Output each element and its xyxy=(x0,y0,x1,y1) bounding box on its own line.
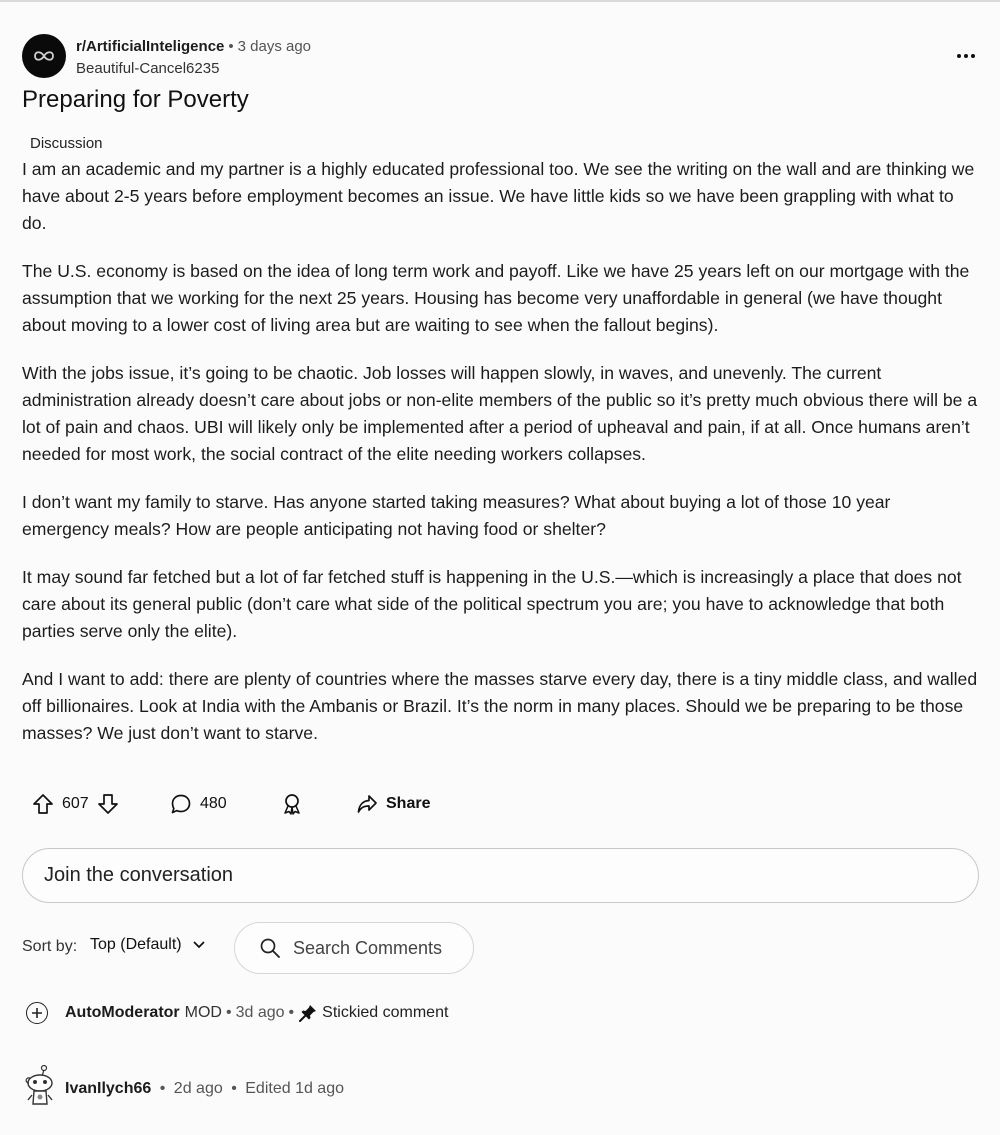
separator-dot: • xyxy=(231,1080,237,1097)
award-button[interactable] xyxy=(280,788,304,820)
post-author[interactable]: Beautiful-Cancel6235 xyxy=(76,60,220,77)
post-body xyxy=(22,156,982,768)
comment-sort-bar xyxy=(22,922,622,972)
comment-author[interactable]: IvanIlych66 xyxy=(65,1080,152,1097)
vote-count: 607 xyxy=(62,795,89,812)
comment-time: 2d ago xyxy=(173,1080,223,1097)
post-paragraph: It may sound far fetched but a lot of far fetched stuff is happening in the U.S.—which is increasingly a place that does not care about its general public (don’t care what side of the political spectrum you are; you have to acknowledge that both parties serve only the elite). xyxy=(22,567,962,641)
post-paragraph: And I want to add: there are plenty of countries where the masses starve every day, there is a tiny middle class, and walled off billionaires. Look at India with the Ambanis or Brazil. It’s the norm in many places. Should we be preparing to be those masses? We just don’t want to starve. xyxy=(22,669,978,743)
more-options-button[interactable] xyxy=(954,44,978,68)
comment-count: 480 xyxy=(200,795,227,812)
more-dot-icon xyxy=(971,54,975,58)
expand-comment-button[interactable] xyxy=(26,1002,48,1024)
share-arrow-icon xyxy=(356,793,378,815)
sort-label: Sort by: xyxy=(22,938,78,955)
post-actions xyxy=(22,788,522,820)
comment-item xyxy=(22,1064,922,1104)
post-paragraph: I don’t want my family to starve. Has anyone started taking measures? What about buying a lot of those 10 year emergency meals? How are people anticipating not having food or shelter? xyxy=(22,492,891,539)
more-dot-icon xyxy=(964,54,968,58)
separator-dot: • xyxy=(225,1004,232,1021)
edited-label: Edited 1d ago xyxy=(245,1080,344,1097)
infinity-icon xyxy=(32,49,56,63)
award-icon xyxy=(280,792,304,816)
vote-control xyxy=(32,788,119,820)
share-label: Share xyxy=(386,795,431,812)
arrow-down-icon[interactable] xyxy=(97,793,119,815)
post-paragraph: I am an academic and my partner is a highly educated professional too. We see the writing on the wall and are thinking we have about 2-5 years before employment becomes an issue. We have little kids so we have been grappling with what to do. xyxy=(22,159,975,233)
chevron-down-icon xyxy=(192,940,206,950)
separator-dot: • xyxy=(228,38,234,55)
post-meta xyxy=(76,38,311,55)
sort-selected: Top (Default) xyxy=(90,936,182,953)
post-title: Preparing for Poverty xyxy=(22,86,249,113)
more-dot-icon xyxy=(957,54,961,58)
subreddit-name[interactable]: r/ArtificialInteligence xyxy=(76,38,225,55)
mod-badge: MOD xyxy=(184,1004,222,1021)
comment-meta xyxy=(65,1080,344,1098)
snoo-avatar[interactable] xyxy=(22,1064,58,1108)
stickied-label: Stickied comment xyxy=(322,1004,449,1021)
comments-button[interactable] xyxy=(170,788,227,820)
comment-meta xyxy=(65,1003,448,1023)
share-button[interactable] xyxy=(356,788,430,820)
comment-author[interactable]: AutoModerator xyxy=(65,1004,180,1021)
join-conversation-input[interactable]: Join the conversation xyxy=(22,848,979,903)
comment-time: 3d ago xyxy=(235,1004,285,1021)
search-comments-placeholder: Search Comments xyxy=(293,937,443,958)
sort-dropdown[interactable] xyxy=(90,936,206,954)
post-flair[interactable]: Discussion xyxy=(30,135,103,152)
arrow-up-icon[interactable] xyxy=(32,793,54,815)
plus-icon xyxy=(31,1007,43,1019)
subreddit-avatar[interactable] xyxy=(22,34,66,78)
post-paragraph: The U.S. economy is based on the idea of long term work and payoff. Like we have 25 years left on our mortgage with the assumption that we working for the next 25 years. Housing has become very unaffordable in general (we have thought about moving to a lower cost of living area but are waiting to see when the fallout begins). xyxy=(22,261,970,335)
speech-bubble-icon xyxy=(170,793,192,815)
separator-dot: • xyxy=(159,1080,166,1097)
post-paragraph: With the jobs issue, it’s going to be chaotic. Job losses will happen slowly, in waves, and unevenly. The current administration already doesn’t care about jobs or non-elite members of the public so it’s pretty much obvious there will be a lot of pain and chaos. UBI will likely only be implemented after a period of upheaval and pain, if at all. Once humans aren’t needed for most work, the social contract of the elite needing workers collapses. xyxy=(22,363,978,464)
search-comments-input[interactable] xyxy=(234,922,474,974)
pin-icon xyxy=(298,1003,318,1023)
separator-dot: • xyxy=(288,1004,295,1021)
post-header xyxy=(22,34,978,80)
search-icon xyxy=(259,937,281,959)
post-time: 3 days ago xyxy=(237,38,312,55)
comment-item xyxy=(22,998,922,1038)
